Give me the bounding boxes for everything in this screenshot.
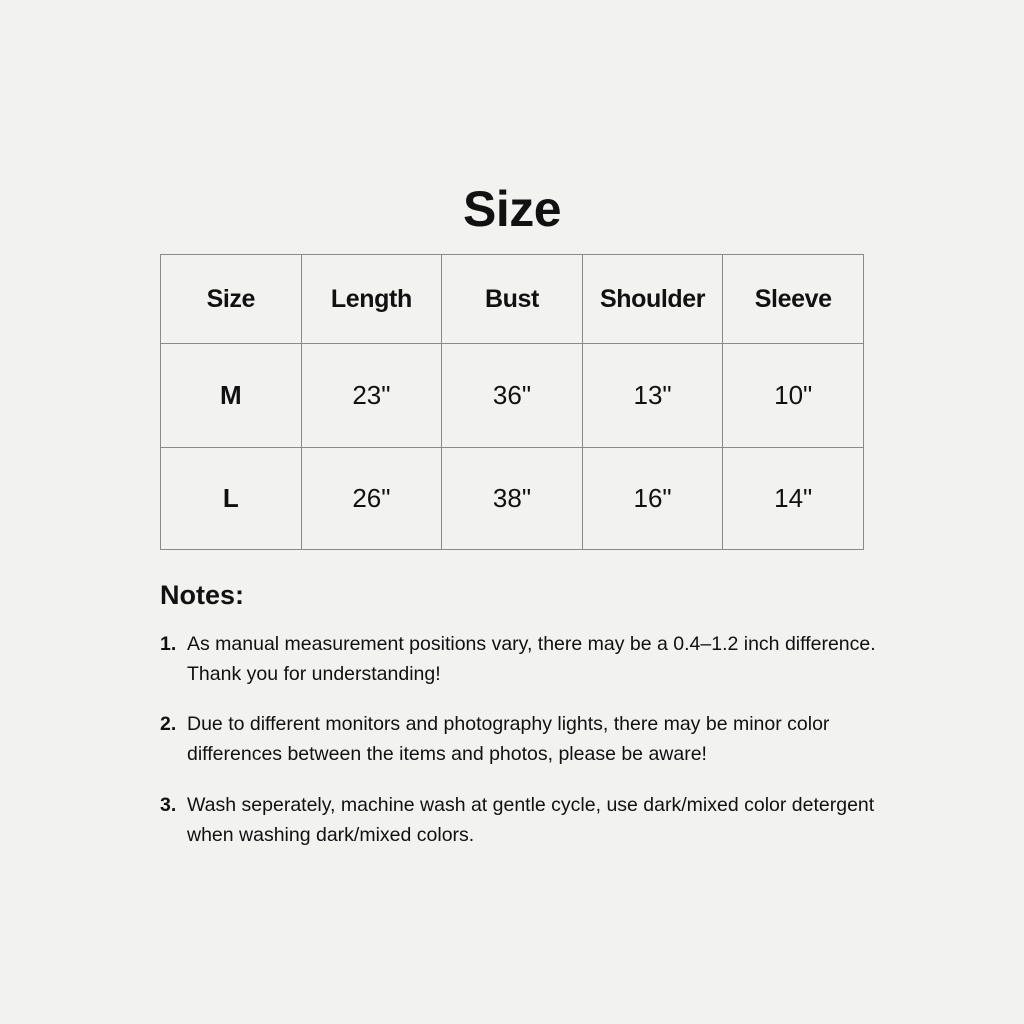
cell-size: L [161, 448, 302, 550]
cell-bust: 36" [442, 344, 583, 448]
header-bust: Bust [442, 255, 583, 344]
notes-heading: Notes: [160, 580, 245, 610]
note-item [160, 709, 880, 769]
note-item [160, 629, 880, 689]
cell-shoulder: 16" [582, 448, 723, 550]
note-number: 2. [160, 713, 177, 735]
table-header-row [161, 255, 864, 344]
note-text: As manual measurement positions vary, there may be a 0.4–1.2 inch difference. Thank you for understanding! [187, 633, 876, 685]
note-text: Wash seperately, machine wash at gentle cycle, use dark/mixed color detergent when washing dark/mixed colors. [187, 794, 875, 846]
note-number: 3. [160, 794, 177, 816]
header-size: Size [161, 255, 302, 344]
cell-size: M [161, 344, 302, 448]
size-chart-table [160, 254, 864, 550]
note-number: 1. [160, 633, 177, 655]
cell-sleeve: 14" [723, 448, 864, 550]
note-text: Due to different monitors and photography lights, there may be minor color differences between the items and photos, please be aware! [187, 713, 830, 765]
table-row [161, 344, 864, 448]
note-item [160, 790, 880, 850]
header-length: Length [301, 255, 442, 344]
header-sleeve: Sleeve [723, 255, 864, 344]
table-row [161, 448, 864, 550]
cell-length: 26" [301, 448, 442, 550]
header-shoulder: Shoulder [582, 255, 723, 344]
cell-sleeve: 10" [723, 344, 864, 448]
page-title: Size [462, 181, 562, 237]
cell-shoulder: 13" [582, 344, 723, 448]
cell-bust: 38" [442, 448, 583, 550]
cell-length: 23" [301, 344, 442, 448]
